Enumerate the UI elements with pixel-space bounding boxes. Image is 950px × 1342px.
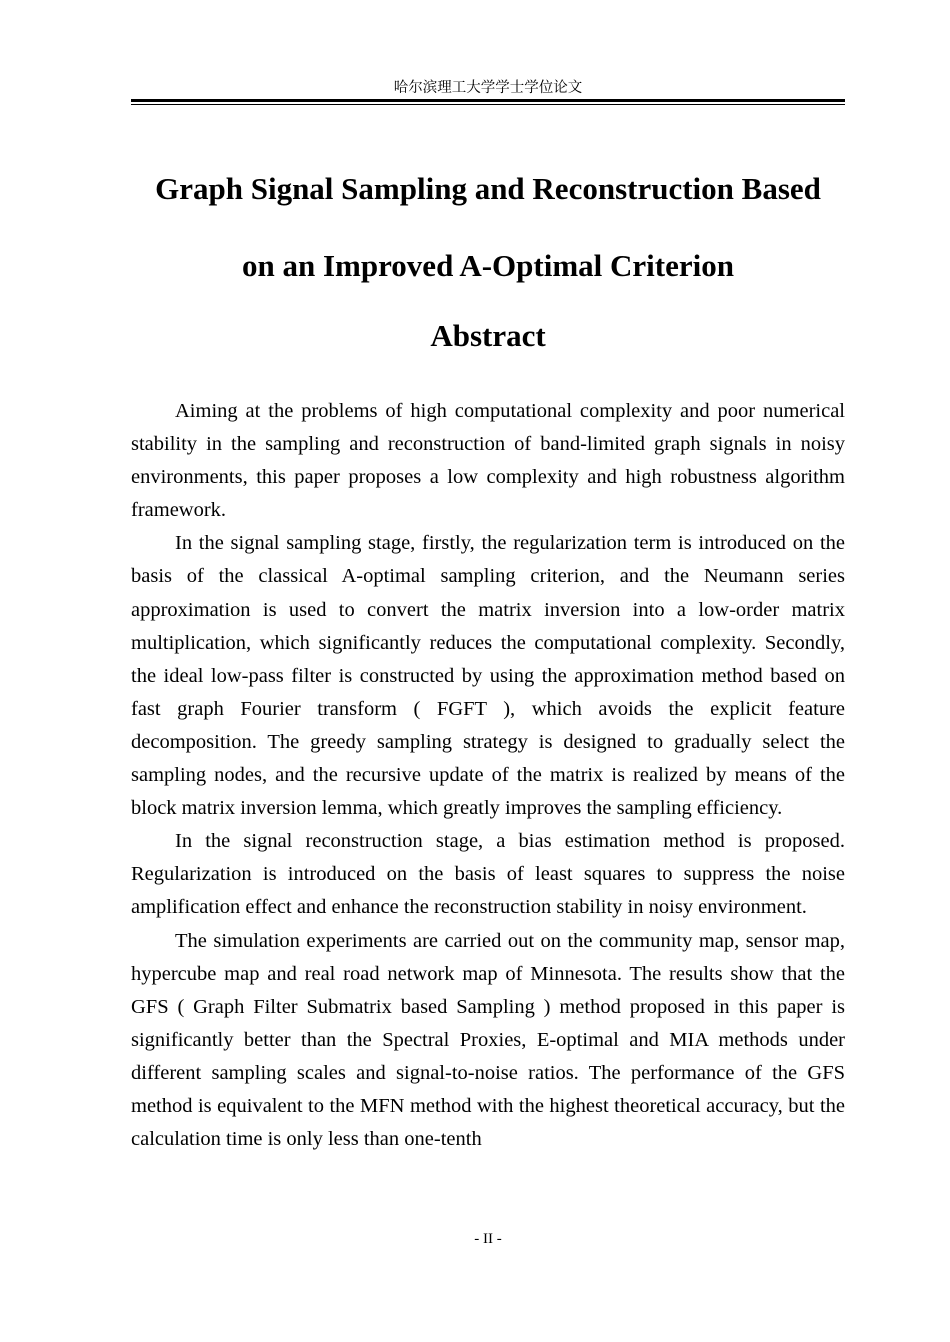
paper-title bbox=[115, 150, 861, 304]
abstract-paragraph-2: In the signal sampling stage, firstly, the regularization term is introduced on the basis of the classical A-optimal sampling criterion, and the Neumann series approximation is used to convert the matrix inversion into a low-order matrix multiplication, which significantly reduces the computational complexity. Secondly, the ideal low-pass filter is constructed by using the approximation method based on fast graph Fourier transform ( FGFT ), which avoids the explicit feature decomposition. The greedy sampling strategy is designed to gradually select the sampling nodes, and the recursive update of the matrix is realized by means of the block matrix inversion lemma, which greatly improves the sampling efficiency. bbox=[131, 532, 845, 820]
header-rule-thin bbox=[131, 104, 845, 105]
abstract-paragraph-1: Aiming at the problems of high computational complexity and poor numerical stability in the sampling and reconstruction of band-limited graph signals in noisy environments, this paper proposes a low complexity and high robustness algorithm framework. bbox=[131, 400, 845, 522]
abstract-body bbox=[131, 395, 845, 1156]
abstract-paragraph-4: The simulation experiments are carried out on the community map, sensor map, hypercube map and real road network map of Minnesota. The results show that the GFS ( Graph Filter Submatrix based Sampling ) method proposed in this paper is significantly better than the Spectral Proxies, E-optimal and MIA methods under different sampling scales and signal-to-noise ratios. The performance of the GFS method is equivalent to the MFN method with the highest theoretical accuracy, but the calculation time is only less than one-tenth bbox=[131, 929, 845, 1151]
header-rule-thick bbox=[131, 99, 845, 102]
abstract-paragraph-3: In the signal reconstruction stage, a bias estimation method is proposed. Regularization is introduced on the basis of least squares to suppress the noise amplification effect and enhance the reconstruction stability in noisy environment. bbox=[131, 830, 845, 919]
page-number: - II - bbox=[474, 1231, 502, 1247]
abstract-heading: Abstract bbox=[430, 318, 546, 353]
paper-title-line-1: Graph Signal Sampling and Reconstruction Based bbox=[155, 171, 821, 206]
running-header: 哈尔滨理工大学学士学位论文 bbox=[393, 80, 583, 96]
paper-title-line-2: on an Improved A-Optimal Criterion bbox=[242, 248, 734, 283]
